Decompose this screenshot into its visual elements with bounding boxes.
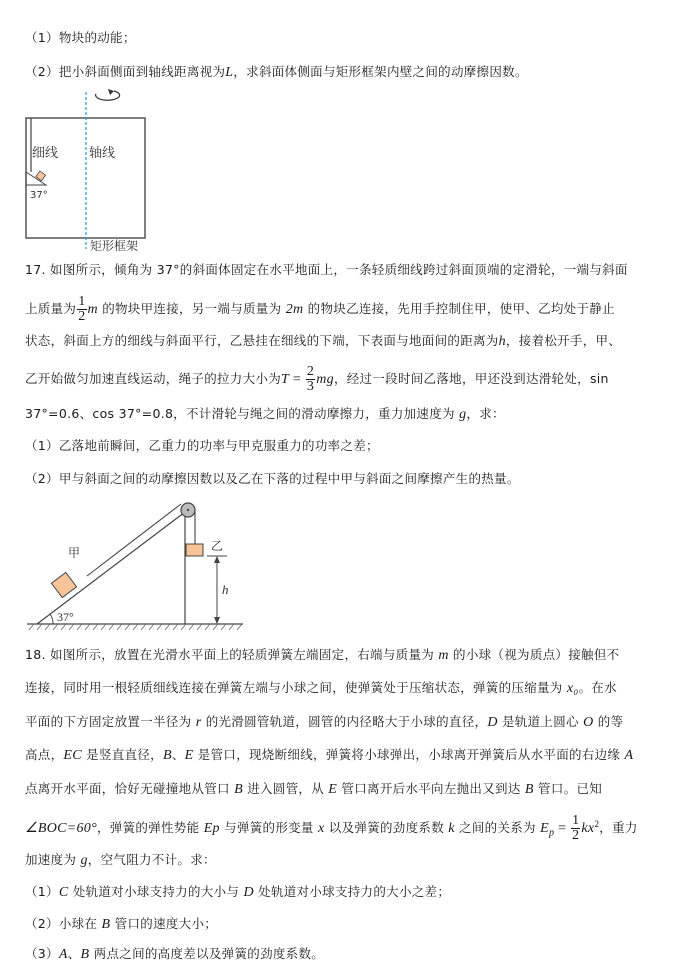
p18-l3-d: 的等 — [593, 714, 624, 729]
prev-question-1: （1）物块的动能； — [25, 30, 136, 45]
p18-l6-b: ，弹簧的弹性势能 — [97, 820, 204, 835]
var-m: m — [87, 302, 98, 317]
p17-l2-c: 的物块乙连接，先用手控制住甲，使甲、乙均处于静止 — [303, 301, 615, 316]
p18-l4-c: 、 — [171, 747, 185, 762]
p18-question-3 — [25, 946, 324, 963]
block-yi — [186, 544, 203, 556]
p17-line-5 — [25, 406, 505, 423]
q2-text-b: 管口的速度大小； — [110, 916, 218, 931]
frac-den: 2 — [572, 828, 580, 843]
frac-den: 3 — [306, 379, 315, 394]
height-arrow-down-icon — [214, 617, 220, 624]
p17-l5-b: ，求： — [466, 406, 505, 421]
var-B: B — [101, 917, 111, 932]
q3-text-c: 两点之间的高度差以及弹簧的劲度系数。 — [89, 946, 325, 961]
label-angle: 37° — [30, 190, 48, 201]
var-A: A — [58, 947, 68, 962]
p18-l4-b: 是竖直直径， — [81, 747, 163, 762]
p18-l7-a: 加速度为 — [25, 852, 81, 867]
var-k: k — [448, 821, 455, 836]
p18-l3-b: 的光滑圆管轨道，圆管的内径略大于小球的直径， — [201, 714, 488, 729]
var-D: D — [243, 885, 254, 900]
p18-question-2 — [25, 916, 217, 933]
label-jia: 甲 — [68, 546, 81, 560]
var-B: B — [80, 947, 90, 962]
label-yi: 乙 — [211, 539, 224, 553]
p18-l3-c: 是轨道上圆心 — [497, 714, 584, 729]
p17-question-2: （2）甲与斜面之间的动摩擦因数以及乙在下落的过程中甲与斜面之间摩擦产生的热量。 — [25, 471, 520, 486]
angle-BOC: ∠BOC=60° — [25, 821, 97, 836]
q1-text-c: 处轨道对小球支持力的大小之差； — [253, 884, 451, 899]
p18-question-1 — [25, 884, 450, 901]
var-E: E — [328, 782, 338, 797]
angle-arc — [50, 614, 53, 624]
var-h: h — [498, 334, 506, 349]
equals-sign: = — [289, 372, 305, 387]
p17-question-1: （1）乙落地前瞬间，乙重力的功率与甲克服重力的功率之差； — [25, 438, 379, 453]
var-g: g — [80, 853, 88, 868]
label-h: h — [222, 582, 229, 597]
p18-line-2 — [25, 680, 617, 697]
var-B: B — [162, 748, 172, 763]
p17-line-4 — [25, 365, 609, 394]
formula-E: E — [540, 821, 549, 836]
var-EC: EC — [63, 748, 82, 763]
prev-question-2 — [25, 64, 528, 81]
p17-line-1: 17. 如图所示，倾角为 37°的斜面体固定在水平地面上，一条轻质细线跨过斜面顶端的定滑轮，一端与斜面 — [25, 262, 628, 277]
rotating-frame-figure — [20, 84, 220, 252]
block-jia — [51, 572, 76, 597]
frac-den: 2 — [78, 309, 86, 324]
p18-line-1 — [25, 647, 619, 664]
p18-l5-a: 点离开水平面，恰好无碰撞地从管口 — [25, 781, 235, 796]
p18-l5-b: 进入圆管，从 — [242, 781, 329, 796]
frac-num: 1 — [78, 294, 86, 309]
ground-hatching — [29, 624, 242, 630]
p17-line-3 — [25, 333, 621, 350]
var-Ep: Ep — [203, 821, 220, 836]
p18-l5-c: 管口离开后水平向左抛出又到达 — [337, 781, 525, 796]
label-axis: 轴线 — [89, 146, 116, 161]
rotation-arrow-icon — [96, 91, 120, 100]
var-B: B — [234, 782, 243, 797]
equals-sign: = — [554, 821, 571, 836]
fraction-half — [571, 814, 580, 843]
var-x: x — [318, 821, 325, 836]
p18-l7-b: ，空气阻力不计。求： — [87, 852, 216, 867]
fraction-two-thirds — [306, 365, 315, 394]
var-2m: 2m — [285, 302, 304, 317]
frac-num: 1 — [572, 813, 580, 828]
height-arrow-up-icon — [214, 556, 220, 563]
rope-on-incline — [87, 504, 181, 576]
p18-l6-c: 与弹簧的形变量 — [219, 820, 318, 835]
var-x0: x₀ — [566, 681, 579, 696]
p18-line-5 — [25, 781, 602, 798]
label-thread: 细线 — [32, 146, 59, 161]
frac-num: 2 — [306, 364, 315, 379]
formula-squared: 2 — [594, 818, 600, 829]
fraction-half — [77, 295, 86, 324]
p18-line-4 — [25, 747, 633, 764]
q2-prefix: （2）小球在 — [25, 916, 102, 931]
p18-l1-a: 18. 如图所示，放置在光滑水平面上的轻质弹簧左端固定，右端与质量为 — [25, 647, 439, 662]
incline-pulley-figure — [25, 494, 275, 634]
p17-line-2 — [25, 295, 615, 324]
var-C: C — [58, 885, 69, 900]
p18-l6-d: 以及弹簧的劲度系数 — [324, 820, 449, 835]
q1-prefix: （1） — [25, 884, 59, 899]
p18-l4-a: 高点， — [25, 747, 64, 762]
formula-kx: kx — [581, 821, 595, 836]
p18-l6-f: ，重力 — [599, 820, 638, 835]
q3-prefix: （3） — [25, 946, 59, 961]
var-r: r — [195, 715, 202, 730]
p18-l2-b: 。在水 — [578, 680, 617, 695]
p18-l6-e: 之间的关系为 — [454, 820, 541, 835]
var-T: T — [281, 372, 290, 387]
p17-l2-b: 的物块甲连接，另一端与质量为 — [97, 301, 286, 316]
pulley-axle — [187, 509, 189, 511]
p18-l4-d: 是管口，现烧断细线，弹簧将小球弹出，小球离开弹簧后从水平面的右边缘 — [193, 747, 625, 762]
rotation-arrow-head-icon — [108, 89, 114, 95]
p18-l5-d: 管口。已知 — [533, 781, 603, 796]
q2-text-a: （2）把小斜面侧面到轴线距离视为 — [25, 64, 226, 79]
p18-line-7 — [25, 852, 216, 869]
var-E: E — [184, 748, 194, 763]
p18-l2-a: 连接，同时用一根轻质细线连接在弹簧左端与小球之间，使弹簧处于压缩状态，弹簧的压缩量为 — [25, 680, 567, 695]
var-g: g — [459, 407, 467, 422]
p18-l1-b: 的小球（视为质点）接触但不 — [448, 647, 620, 662]
label-angle: 37° — [57, 610, 74, 624]
var-L: L — [225, 65, 234, 80]
p18-l3-a: 平面的下方固定放置一半径为 — [25, 714, 196, 729]
label-frame: 矩形框架 — [90, 239, 139, 252]
var-D: D — [487, 715, 498, 730]
var-m: m — [438, 648, 449, 663]
p17-l4-a: 乙开始做匀加速直线运动，绳子的拉力大小为 — [25, 371, 282, 386]
p18-line-6 — [25, 814, 638, 843]
formula-p-subscript: p — [549, 827, 555, 839]
p17-l4-b: ，经过一段时间乙落地，甲还没到达滑轮处，sin — [333, 371, 609, 386]
p17-l2-a: 上质量为 — [25, 301, 77, 316]
p17-l3-a: 状态，斜面上方的细线与斜面平行，乙悬挂在细线的下端，下表面与地面间的距离为 — [25, 333, 499, 348]
var-mg: mg — [316, 372, 334, 387]
incline-surface — [37, 512, 185, 624]
var-B: B — [524, 782, 534, 797]
p17-l5-a: 37°=0.6、cos 37°=0.8，不计滑轮与绳之间的滑动摩擦力，重力加速度为 — [25, 406, 460, 421]
p17-l3-b: ，接着松开手，甲、 — [505, 333, 622, 348]
var-O: O — [583, 715, 594, 730]
var-A: A — [624, 748, 634, 763]
q2-text-b: ，求斜面体侧面与矩形框架内壁之间的动摩擦因数。 — [233, 64, 528, 79]
q3-text-b: 、 — [67, 946, 81, 961]
p18-line-3 — [25, 714, 623, 731]
q1-text-b: 处轨道对小球支持力的大小与 — [68, 884, 244, 899]
